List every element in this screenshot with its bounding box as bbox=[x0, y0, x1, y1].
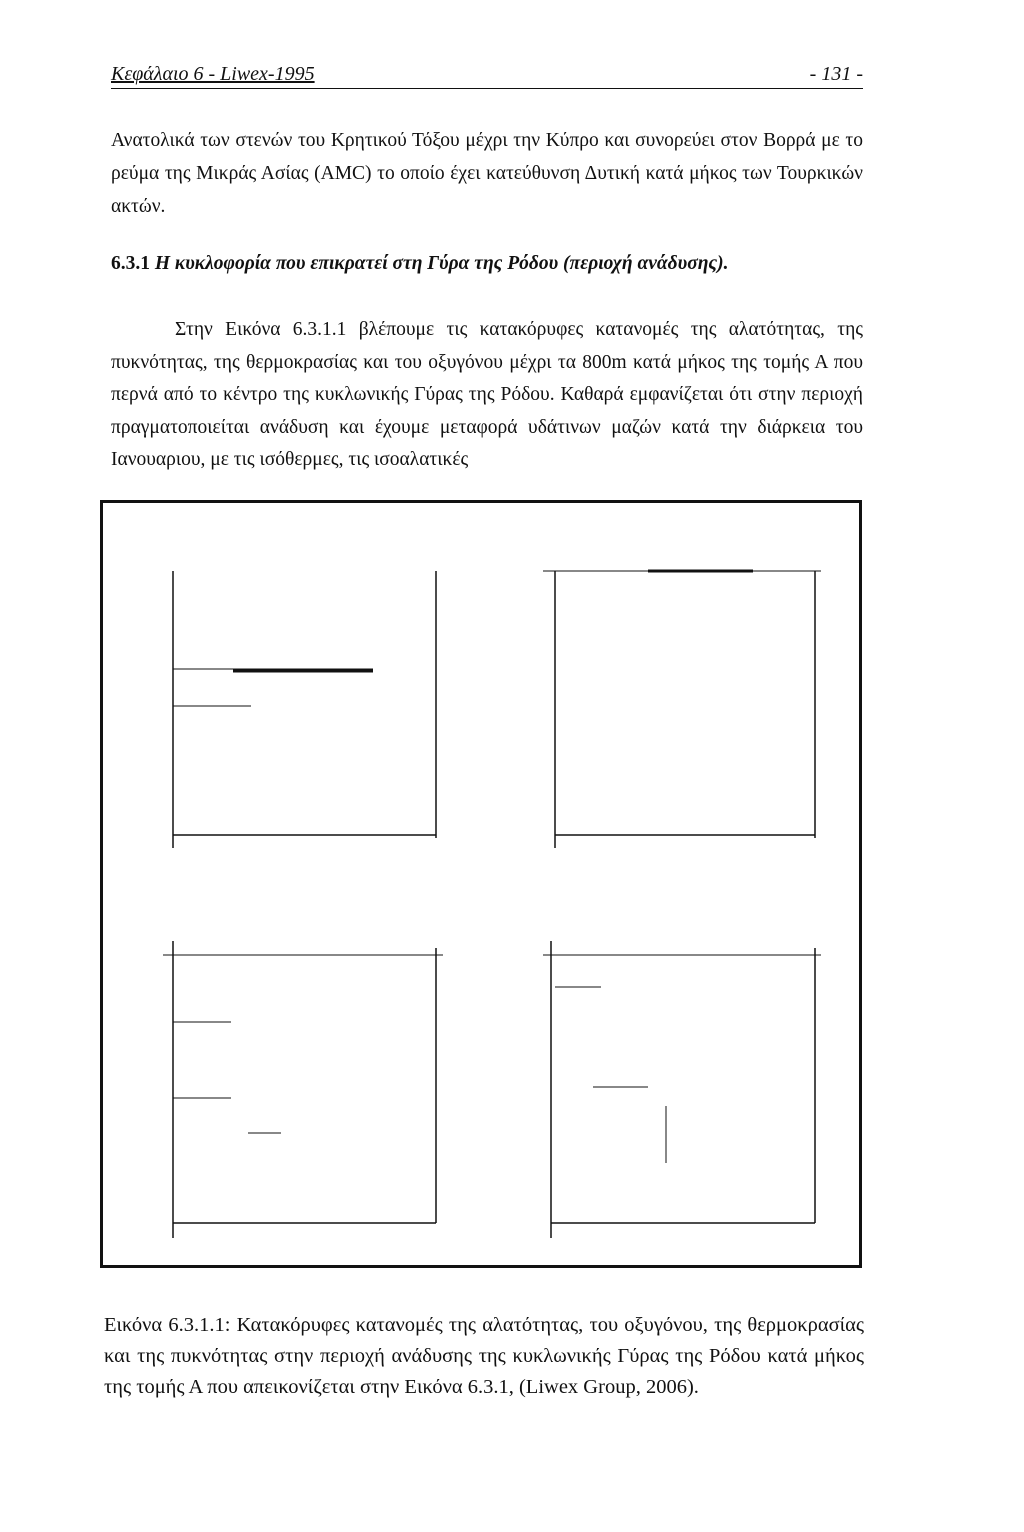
page-header bbox=[111, 62, 863, 89]
section-title: Η κυκλοφορία που επικρατεί στη Γύρα της Ρόδου (περιοχή ανάδυσης). bbox=[154, 253, 729, 274]
oxygen-panel bbox=[543, 571, 821, 848]
paragraph-body: Στην Εικόνα 6.3.1.1 βλέπουμε τις κατακόρυφες κατανομές της αλατότητας, της πυκνότητας, της θερμοκρασίας και του οξυγόνου μέχρι τα 800m κατά μήκος της τομής Α που περνά από το κέντρο της κυκλωνικής Γύρας της Ρόδου. Καθαρά εμφανίζεται ότι στην περιοχή πραγματοποιείται ανάδυση και έχουμε μεταφορά υδάτινων μαζών κατά την διάρκεια του Ιανουαριου, με τις ισόθερμες, τις ισοαλατικές bbox=[111, 319, 863, 470]
figure-frame bbox=[100, 500, 862, 1268]
figure-caption: Εικόνα 6.3.1.1: Κατακόρυφες κατανομές της αλατότητας, του οξυγόνου, της θερμοκρασίας και της πυκνότητας στην περιοχή ανάδυσης της κυκλωνικής Γύρας της Ρόδου κατά μήκος της τομής Α που απεικονίζεται στην Εικόνα 6.3.1, (Liwex Group, 2006). bbox=[104, 1314, 864, 1398]
figure-graphic bbox=[103, 503, 859, 1265]
paragraph-intro: Ανατολικά των στενών του Κρητικού Τόξου μέχρι την Κύπρο και συνορεύει στον Βορρά με το ρεύμα της Μικράς Ασίας (AMC) το οποίο έχει κατεύθυνση Δυτική κατά μήκος των Τουρκικών ακτών. bbox=[111, 130, 863, 217]
section-number: 6.3.1 bbox=[111, 253, 150, 274]
section-heading bbox=[111, 250, 863, 278]
salinity-panel bbox=[173, 571, 436, 848]
page-number: - 131 - bbox=[809, 63, 863, 85]
density-panel bbox=[543, 941, 821, 1238]
temperature-panel bbox=[163, 941, 443, 1238]
chapter-title: Κεφάλαιο 6 - Liwex-1995 bbox=[111, 63, 315, 85]
